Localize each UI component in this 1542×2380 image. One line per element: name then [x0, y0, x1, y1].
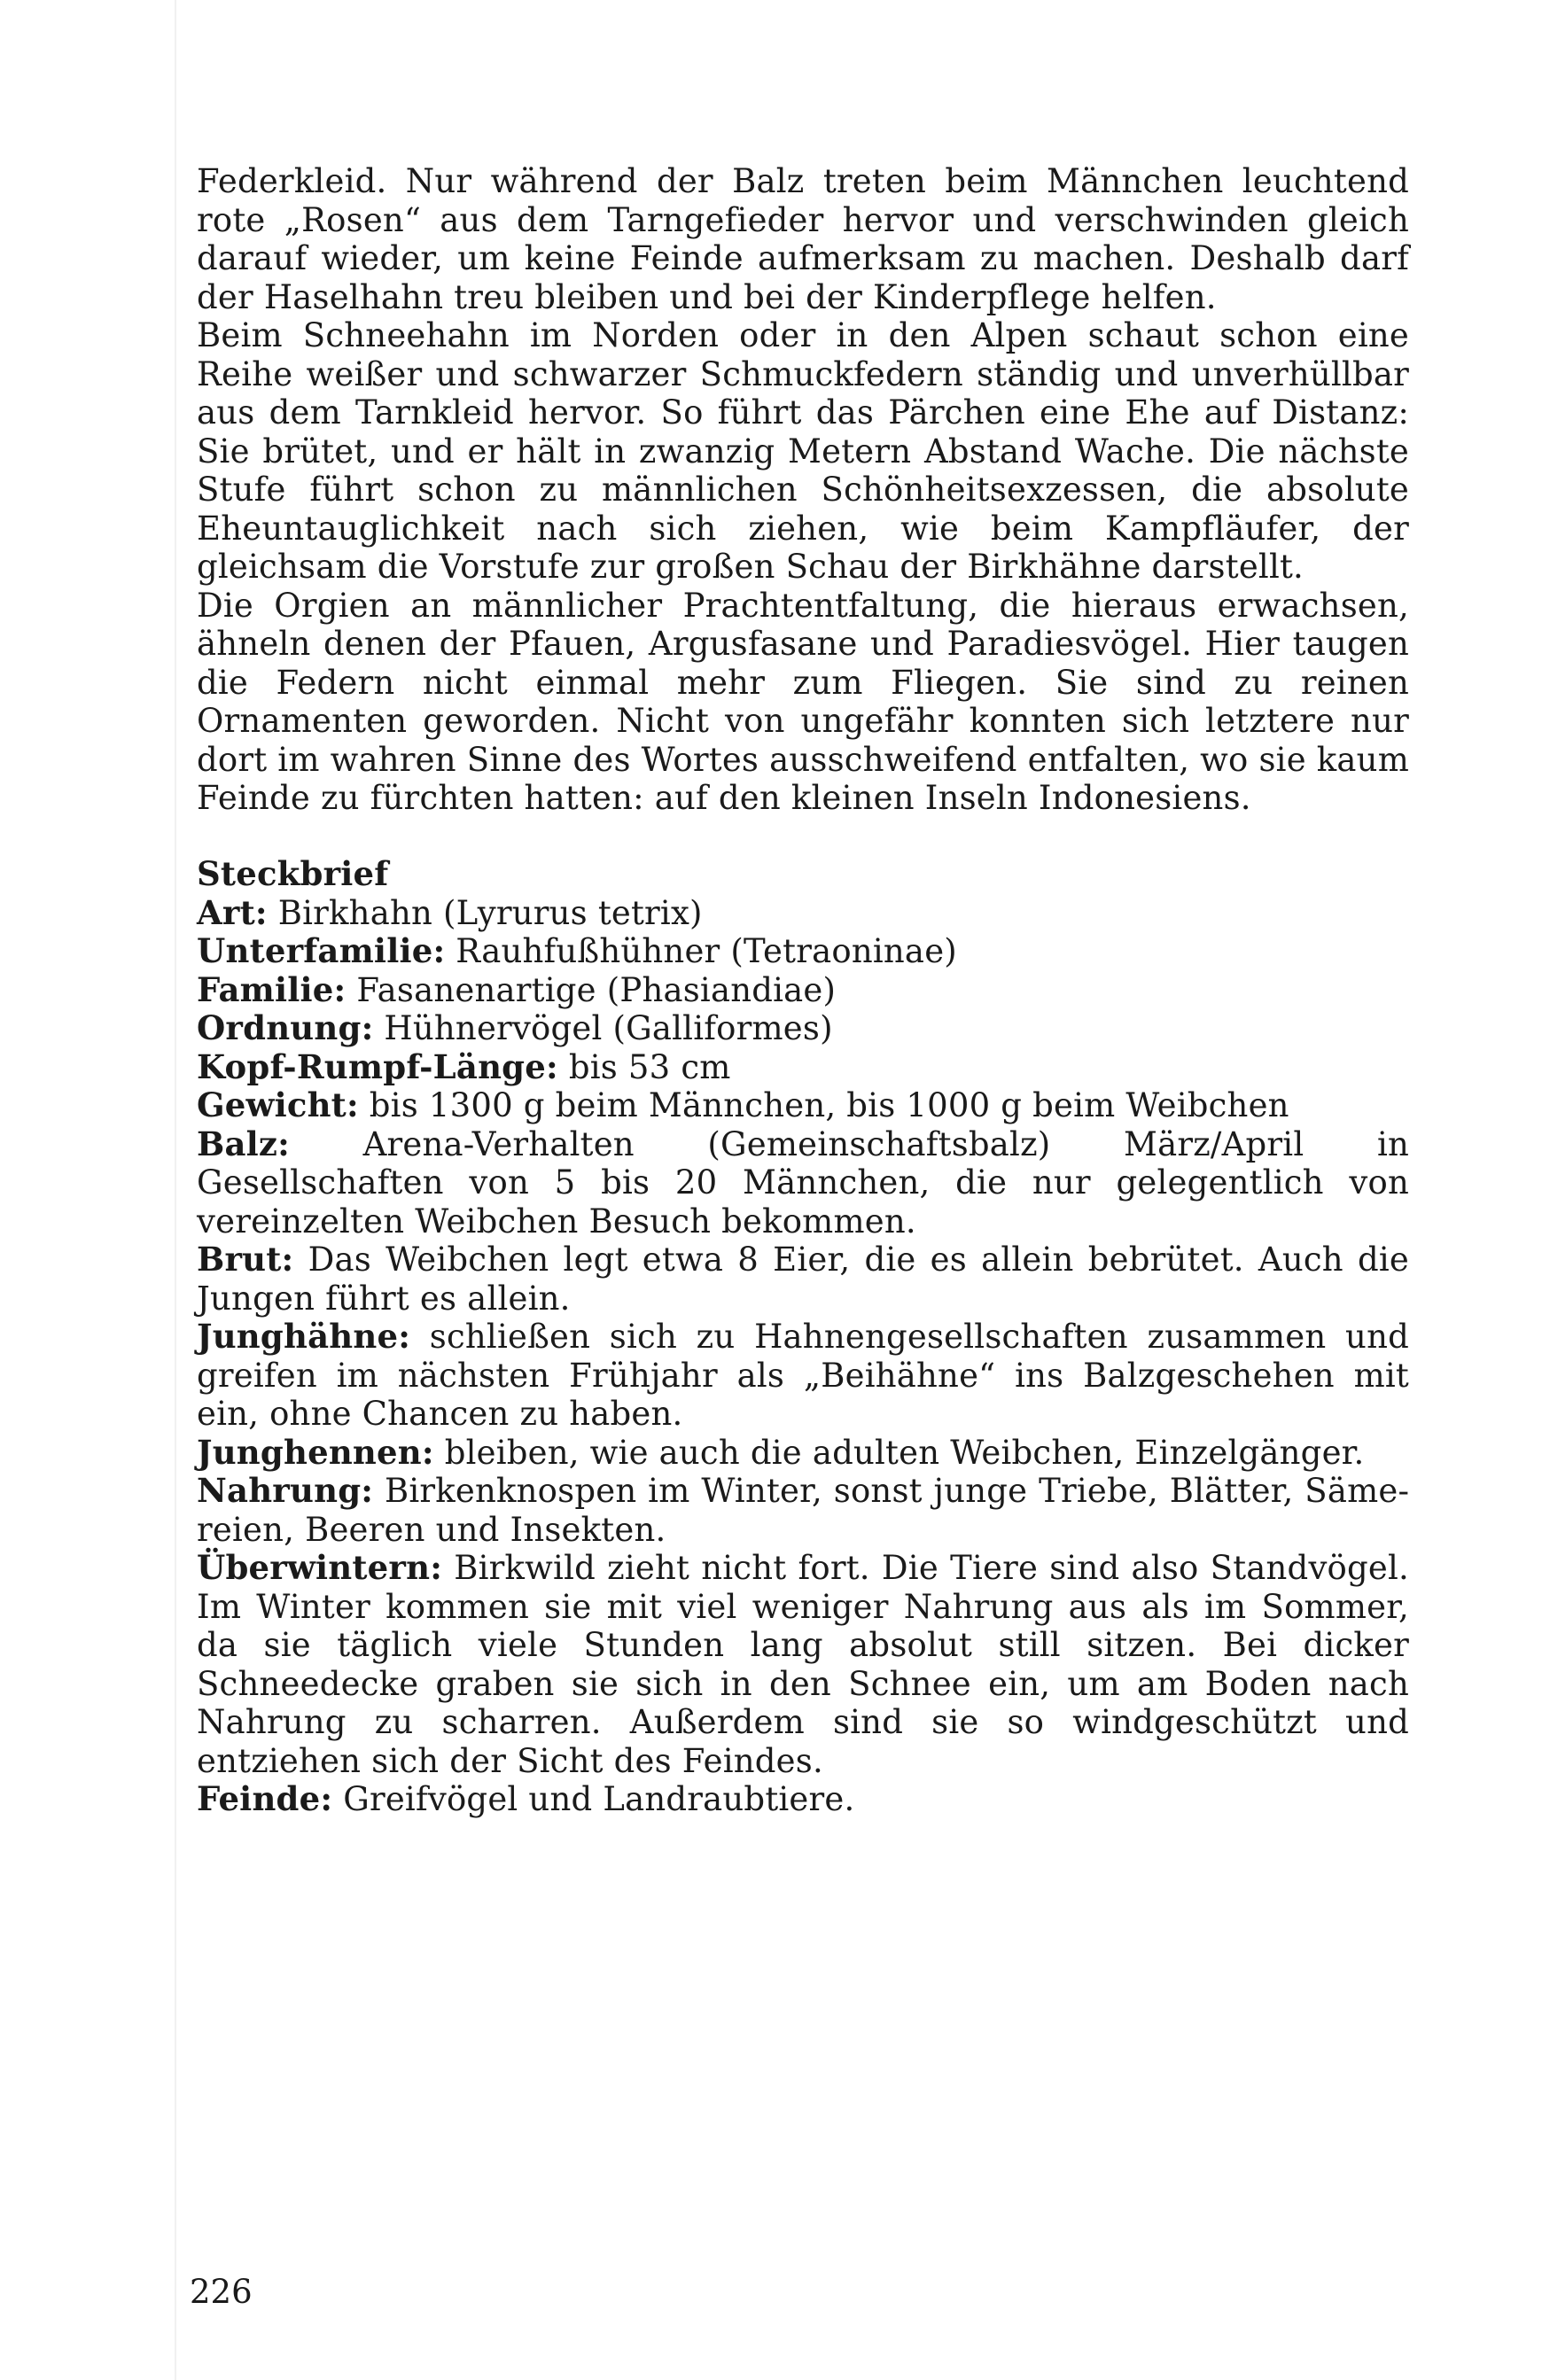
fact-label: Brut: — [197, 1240, 294, 1279]
fact-value: Greifvögel und Landraubtiere. — [343, 1780, 855, 1818]
fact-label: Art: — [197, 892, 268, 932]
fact-value: Birkwild zieht nicht fort. Die Tiere sind also Standvögel. Im Winter kommen sie mit viel weniger Nahrung aus als im Sommer, da sie täglich viele Stunden lang absolut still sitzen. Bei dicker Schneedecke graben sie sich in den Schnee ein, um am Boden nach Nahrung zu scharren. Außerdem sind sie so windgeschützt und entziehen sich der Sicht des Feindes. — [197, 1549, 1409, 1780]
fact-value: Das Weibchen legt etwa 8 Eier, die es allein bebrütet. Auch die Jungen führt es allein. — [197, 1241, 1409, 1318]
fact-label: Familie: — [197, 969, 347, 1009]
fact-label: Gewicht: — [197, 1085, 359, 1124]
fact-entry-balz — [197, 1125, 1409, 1241]
fact-value: bis 1300 g beim Männchen, bis 1000 g beim Weibchen — [369, 1086, 1289, 1124]
fact-label: Kopf-Rumpf-Länge: — [197, 1046, 558, 1086]
fact-entry-unterfamilie — [197, 932, 1409, 971]
fact-entry-gewicht — [197, 1086, 1409, 1125]
fact-label: Überwintern: — [197, 1548, 443, 1587]
fact-entry-kopf-rumpf-laenge — [197, 1048, 1409, 1087]
fact-entry-ordnung — [197, 1009, 1409, 1048]
fact-label: Unterfamilie: — [197, 931, 446, 970]
fact-label: Nahrung: — [197, 1471, 374, 1510]
body-text — [197, 162, 1409, 818]
body-paragraph: Die Orgien an männlicher Prachtentfaltung, die hieraus erwachsen, ähneln denen der Pfauen, Argusfasane und Paradiesvögel. Hier taugen die Federn nicht einmal mehr zum Fliegen. Sie sind zu reinen Ornamenten geworden. Nicht von ungefähr konnten sich letztere nur dort im wahren Sinne des Wortes ausschweifend entfalten, wo sie kaum Feinde zu fürchten hatten: auf den kleinen Inseln Indonesiens. — [197, 586, 1409, 817]
fact-entry-brut — [197, 1241, 1409, 1318]
body-paragraph: Federkleid. Nur während der Balz treten beim Männchen leuchtend rote „Rosen“ aus dem Tarngefieder hervor und verschwinden gleich darauf wieder, um keine Feinde aufmerksam zu machen. Deshalb darf der Haselhahn treu bleiben und bei der Kinderpflege helfen. — [197, 162, 1409, 316]
fact-value: Arena-Verhalten (Gemeinschaftsbalz) März/April in Gesellschaften von 5 bis 20 Männchen, die nur gelegentlich von vereinzelten Weibchen Besuch bekommen. — [197, 1124, 1410, 1241]
fact-sheet-heading: Steckbrief — [197, 854, 389, 893]
fact-value: Hühnervögel (Galliformes) — [384, 1009, 833, 1047]
fact-entry-ueberwintern — [197, 1549, 1409, 1780]
fact-sheet — [197, 855, 1409, 1819]
fact-label: Balz: — [197, 1124, 290, 1163]
fact-value: bis 53 cm — [568, 1047, 731, 1086]
fact-entry-junghaehne — [197, 1318, 1409, 1434]
page-number: 226 — [190, 2273, 253, 2311]
fact-label: Ordnung: — [197, 1008, 374, 1047]
page-gutter-line — [175, 0, 176, 2380]
fact-entry-junghennen — [197, 1434, 1409, 1473]
fact-entry-feinde — [197, 1780, 1409, 1819]
fact-value: Birkhahn (Lyrurus tetrix) — [277, 893, 703, 932]
fact-value: Fasanenartige (Phasiandiae) — [356, 970, 837, 1009]
fact-value: Birkenknospen im Winter, sonst junge Triebe, Blätter, Sämereien, Beeren und Insekten. — [197, 1472, 1409, 1549]
fact-entry-art — [197, 894, 1409, 933]
fact-value: schließen sich zu Hahnengesellschaften zusammen und greifen im nächsten Frühjahr als „Beihähne“ ins Balzgeschehen mit ein, ohne Chancen zu haben. — [197, 1318, 1409, 1433]
fact-label: Junghennen: — [197, 1432, 434, 1472]
fact-label: Junghähne: — [197, 1317, 411, 1356]
fact-label: Feinde: — [197, 1779, 333, 1818]
fact-entry-familie — [197, 971, 1409, 1010]
body-paragraph: Beim Schneehahn im Norden oder in den Alpen schaut schon eine Reihe weißer und schwarzer Schmuckfedern ständig und unverhüllbar aus dem Tarnkleid hervor. So führt das Pärchen eine Ehe auf Distanz: Sie brütet, und er hält in zwanzig Metern Abstand Wache. Die nächste Stufe führt schon zu männlichen Schönheitsexzessen, die absolute Eheuntauglichkeit nach sich ziehen, wie beim Kampfläufer, der gleichsam die Vorstufe zur großen Schau der Birkhähne darstellt. — [197, 316, 1409, 586]
fact-entry-nahrung — [197, 1472, 1409, 1549]
fact-value: bleiben, wie auch die adulten Weibchen, Einzelgänger. — [444, 1433, 1365, 1472]
fact-value: Rauhfußhühner (Tetraoninae) — [456, 932, 957, 970]
